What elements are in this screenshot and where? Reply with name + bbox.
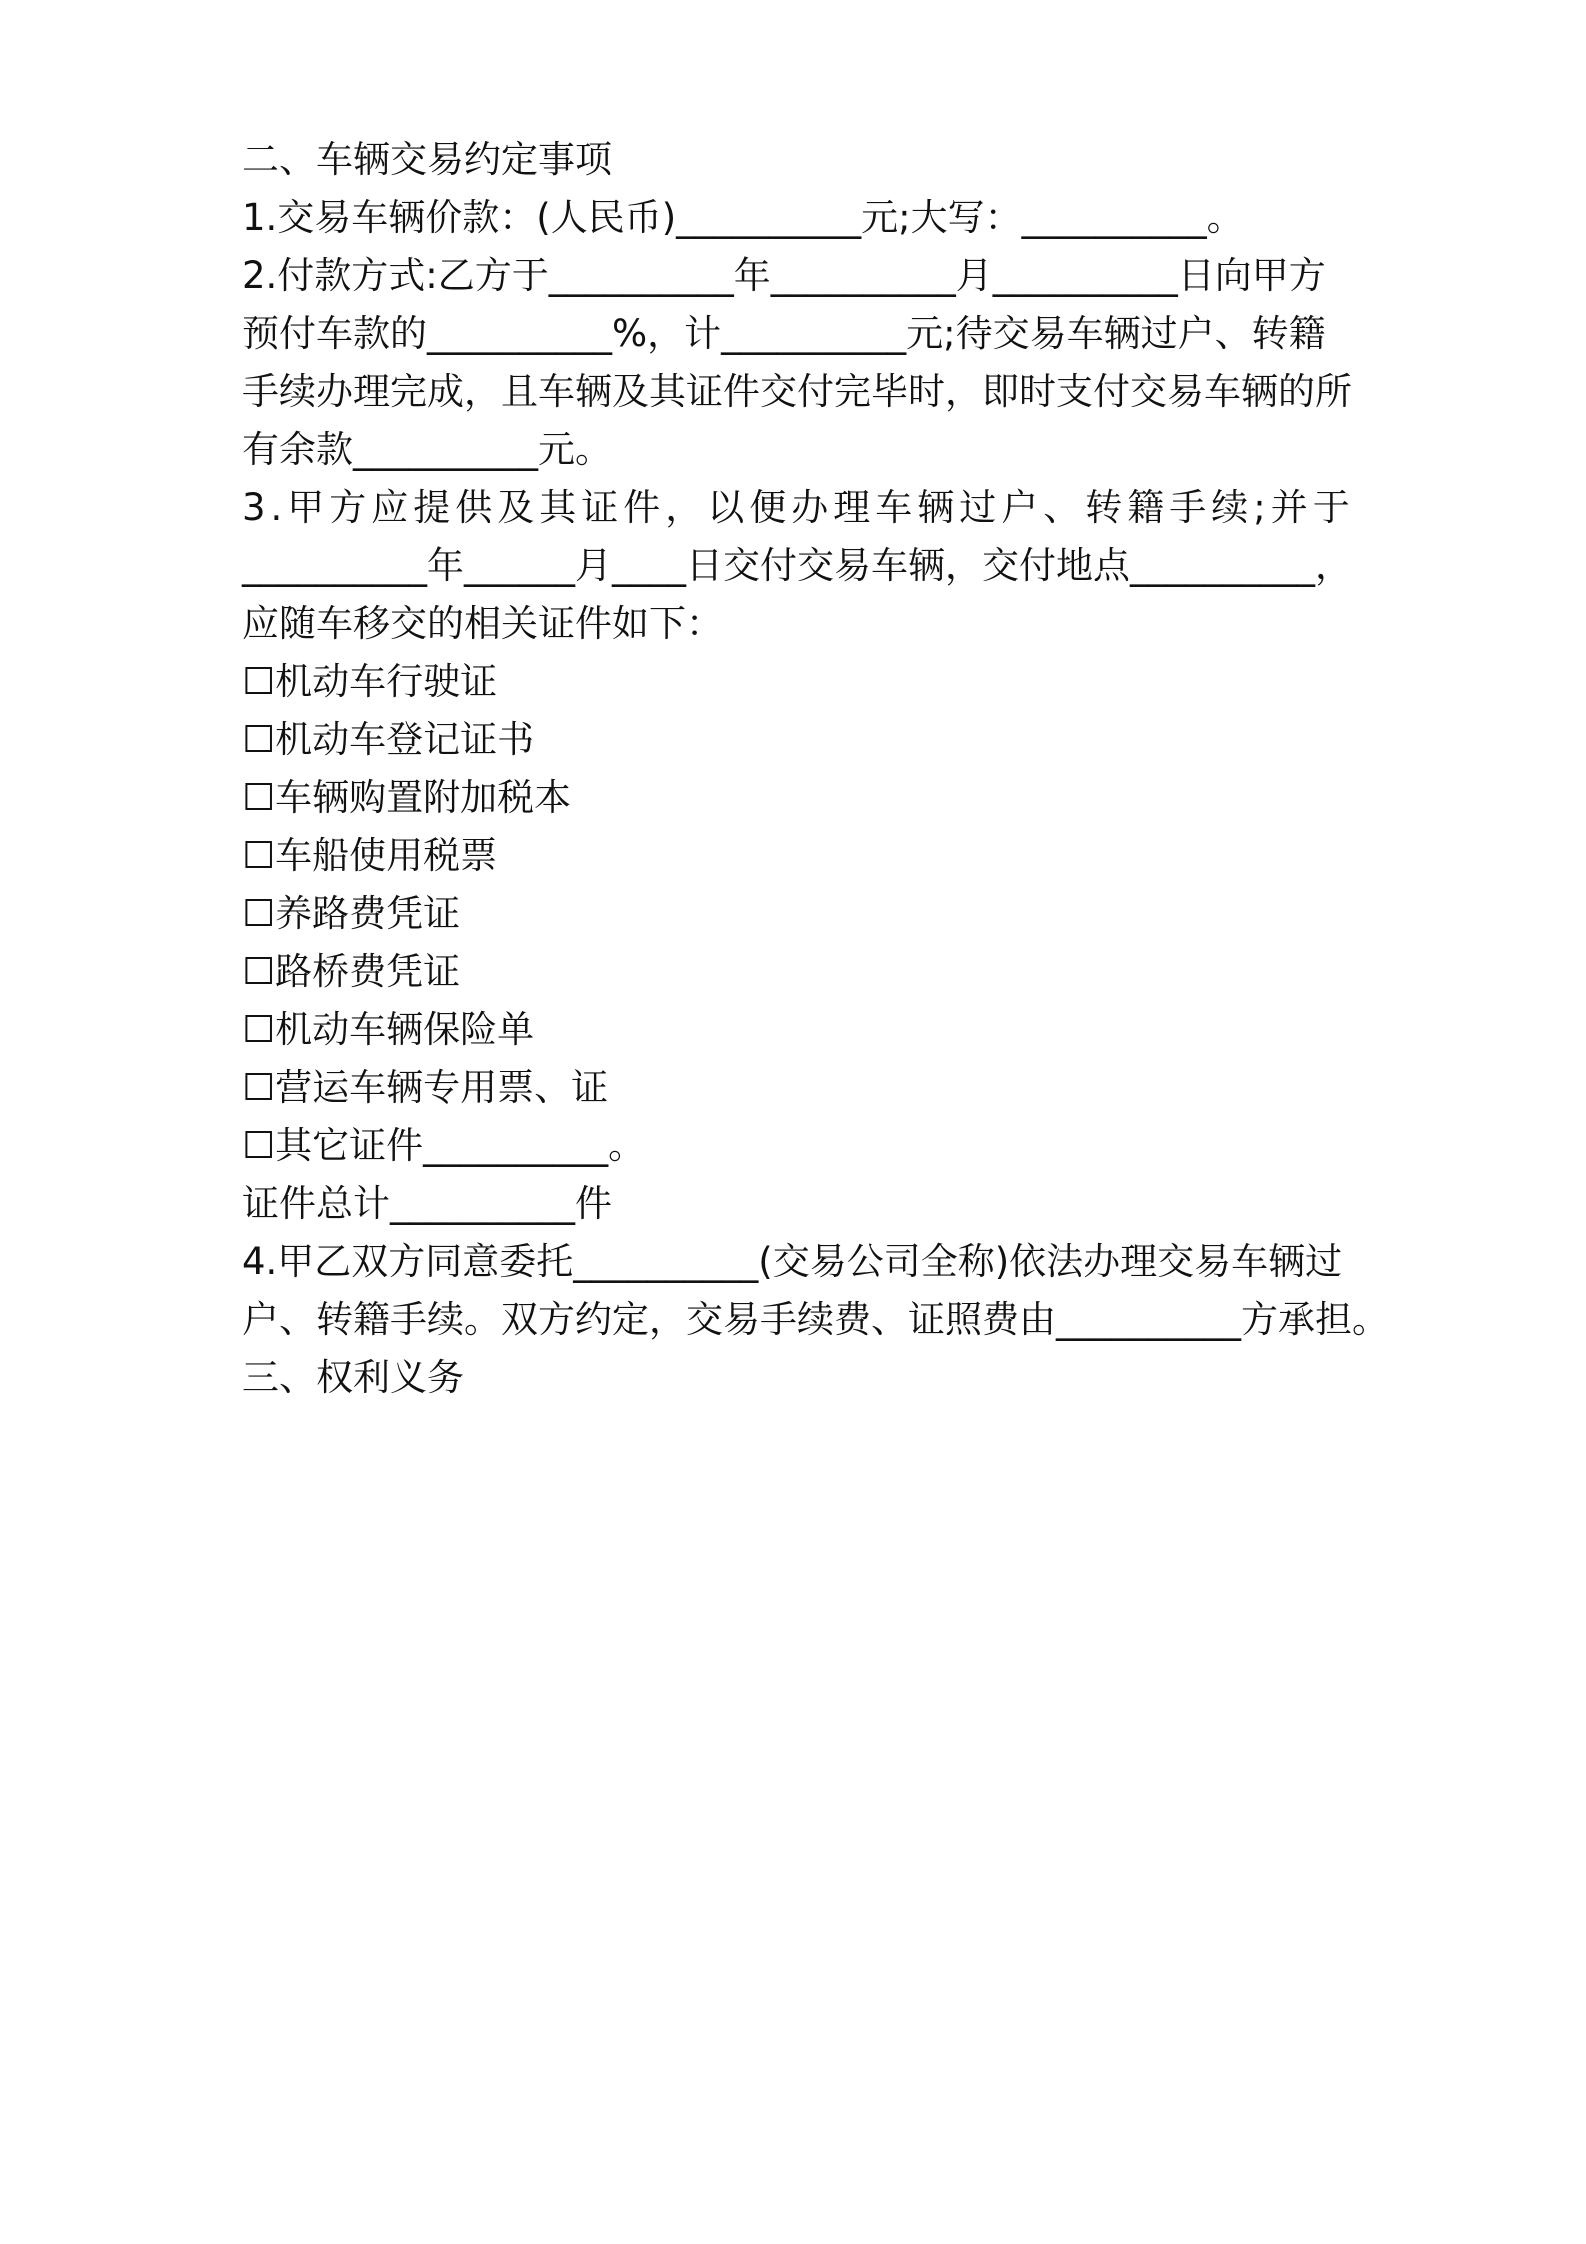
clause-payment-line-1: 2.付款方式:乙方于__________年__________月__________日向甲方 [242, 254, 1326, 297]
clause-documents-line-1: 3.甲方应提供及其证件，以便办理车辆过户、转籍手续;并于 [242, 486, 1355, 529]
clause-agency-line-2: 户、转籍手续。双方约定，交易手续费、证照费由__________方承担。 [242, 1298, 1389, 1341]
documents-total: 证件总计__________件 [242, 1182, 612, 1225]
checklist-item-purchase-tax: ☐车辆购置附加税本 [242, 776, 572, 819]
checklist-item-vehicle-tax: ☐车船使用税票 [242, 834, 498, 877]
checklist-item-driving-license: ☐机动车行驶证 [242, 660, 498, 703]
clause-documents-line-2: __________年______月____日交付交易车辆，交付地点__________， [242, 544, 1352, 587]
clause-price: 1.交易车辆价款：(人民币)__________元;大写：__________。 [242, 196, 1244, 239]
checklist-item-bridge-fee: ☐路桥费凭证 [242, 950, 461, 993]
checklist-item-insurance: ☐机动车辆保险单 [242, 1008, 535, 1051]
clause-payment-line-3: 手续办理完成，且车辆及其证件交付完毕时，即时支付交易车辆的所 [242, 370, 1352, 413]
section-heading-vehicle-terms: 二、车辆交易约定事项 [242, 138, 612, 181]
clause-payment-line-4: 有余款__________元。 [242, 428, 612, 471]
clause-documents-line-3: 应随车移交的相关证件如下： [242, 602, 723, 645]
clause-payment-line-2: 预付车款的__________%，计__________元;待交易车辆过户、转籍 [242, 312, 1326, 355]
checklist-item-registration-certificate: ☐机动车登记证书 [242, 718, 535, 761]
clause-agency-line-1: 4.甲乙双方同意委托__________(交易公司全称)依法办理交易车辆过 [242, 1240, 1343, 1283]
checklist-item-road-fee: ☐养路费凭证 [242, 892, 461, 935]
checklist-item-operating-permit: ☐营运车辆专用票、证 [242, 1066, 609, 1109]
checklist-item-other-documents: ☐其它证件__________。 [242, 1124, 646, 1167]
section-heading-rights-obligations: 三、权利义务 [242, 1356, 464, 1399]
